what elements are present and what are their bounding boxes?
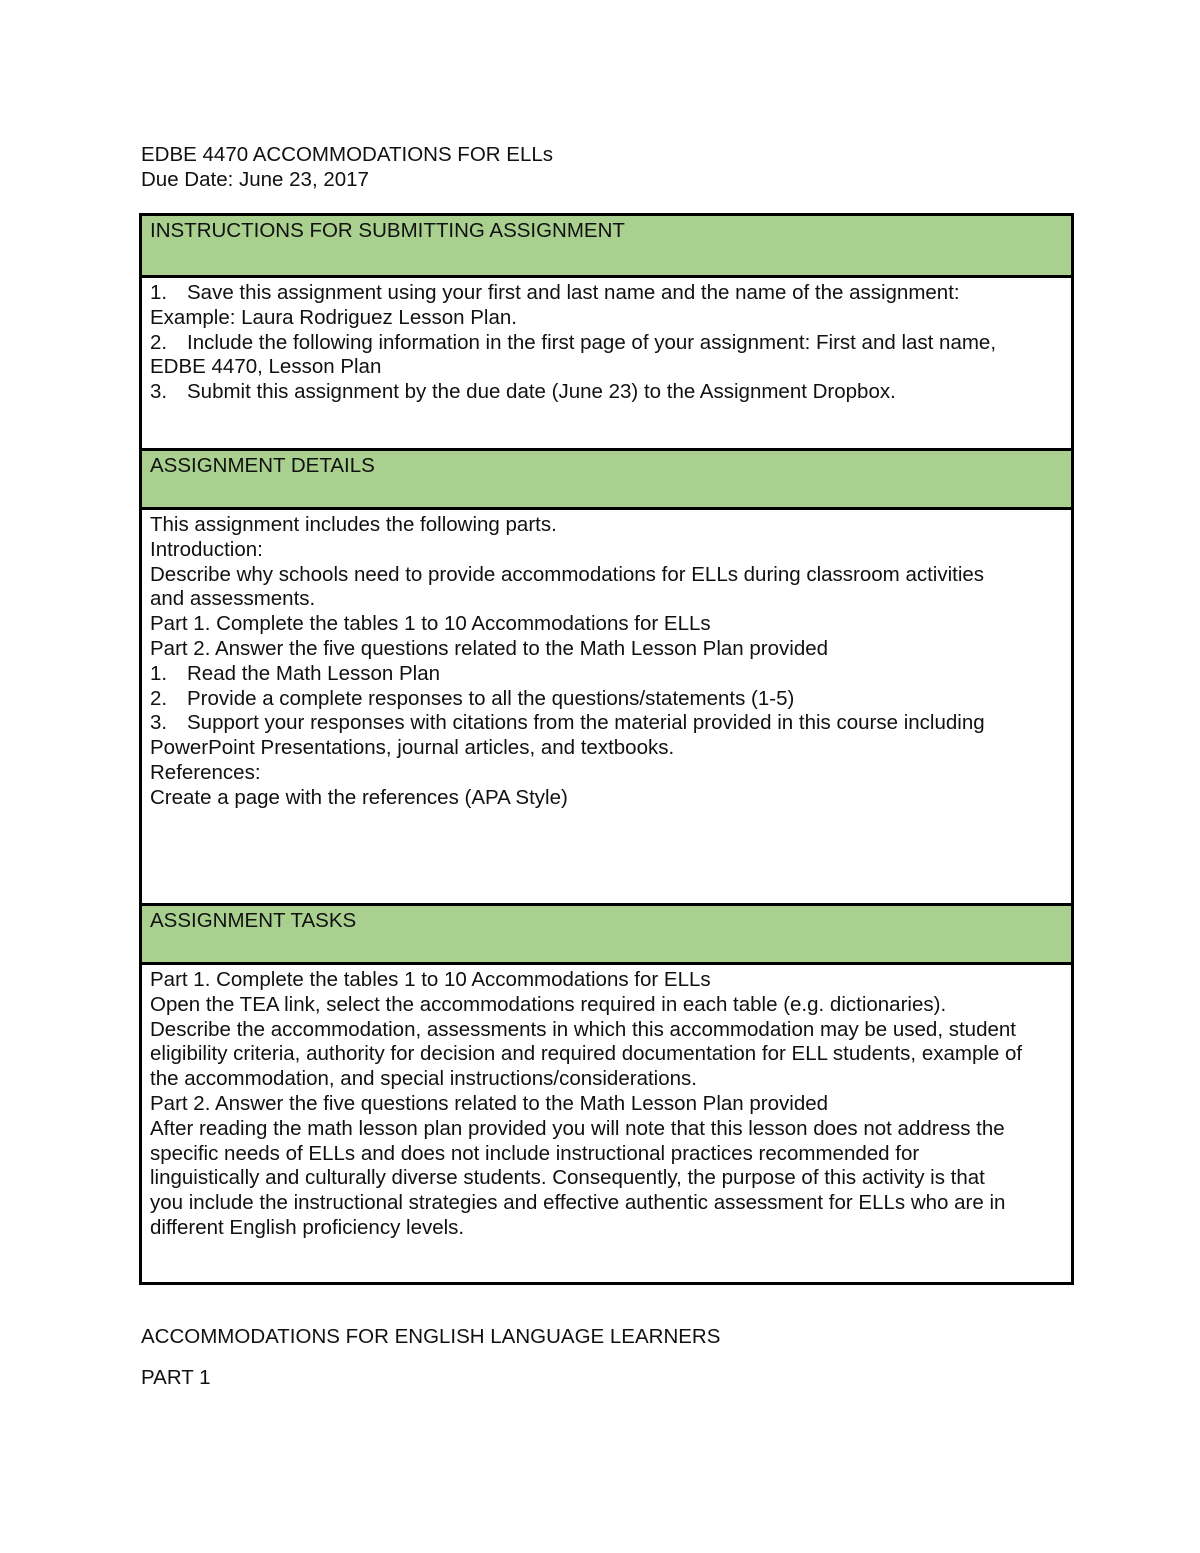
item-text: Support your responses with citations from the material provided in this course including [187, 711, 985, 735]
instructions-heading: INSTRUCTIONS FOR SUBMITTING ASSIGNMENT [150, 219, 625, 242]
text-line: Describe why schools need to provide accommodations for ELLs during classroom activities [150, 562, 985, 586]
text-line: After reading the math lesson plan provided you will note that this lesson does not address the [150, 1116, 1005, 1140]
text-line: you include the instructional strategies and effective authentic assessment for ELLs who are in [150, 1191, 1006, 1215]
text-line: Describe the accommodation, assessments in which this accommodation may be used, student [150, 1017, 1016, 1041]
assignment-table [139, 213, 1074, 1285]
item-number: 1. [150, 661, 168, 685]
text-line: Create a page with the references (APA Style) [150, 785, 568, 809]
item-number: 2. [150, 330, 168, 354]
item-number: 3. [150, 711, 168, 735]
list-item [150, 331, 1063, 356]
item-text: Read the Math Lesson Plan [187, 661, 440, 685]
tasks-heading: ASSIGNMENT TASKS [150, 909, 357, 932]
instructions-body [142, 278, 1071, 451]
text-line: Open the TEA link, select the accommodations required in each table (e.g. dictionaries). [150, 992, 947, 1016]
text-line: Introduction: [150, 537, 263, 561]
item-text: Save this assignment using your first and last name and the name of the assignment: [187, 281, 960, 304]
text-line: and assessments. [150, 587, 316, 611]
item-text: Submit this assignment by the due date (June 23) to the Assignment Dropbox. [187, 380, 896, 404]
item-number: 3. [150, 380, 168, 404]
details-body [142, 510, 1071, 906]
document-title: EDBE 4470 ACCOMMODATIONS FOR ELLs [141, 143, 554, 166]
item-text: Include the following information in the first page of your assignment: First and last name, [187, 330, 997, 354]
text-line: PowerPoint Presentations, journal articles, and textbooks. [150, 736, 675, 760]
text-line: linguistically and culturally diverse students. Consequently, the purpose of this activity is that [150, 1166, 985, 1190]
tasks-header [142, 906, 1071, 965]
instructions-header [142, 216, 1071, 278]
list-item: Example: Laura Rodriguez Lesson Plan. [150, 305, 517, 329]
text-line: the accommodation, and special instructions/considerations. [150, 1067, 697, 1091]
section-heading: ACCOMMODATIONS FOR ENGLISH LANGUAGE LEARNERS [141, 1325, 721, 1348]
text-line: eligibility criteria, authority for decision and required documentation for ELL students, example of [150, 1042, 1023, 1066]
text-line: References: [150, 760, 261, 784]
item-text: Provide a complete responses to all the questions/statements (1-5) [187, 686, 795, 710]
details-heading: ASSIGNMENT DETAILS [150, 454, 375, 477]
text-line: Part 1. Complete the tables 1 to 10 Accommodations for ELLs [150, 612, 711, 636]
list-item: EDBE 4470, Lesson Plan [150, 355, 382, 379]
list-item [150, 380, 1063, 405]
item-number: 1. [150, 281, 168, 304]
list-item [150, 687, 1063, 712]
details-header [142, 451, 1071, 510]
text-line: This assignment includes the following parts. [150, 513, 557, 536]
part-label: PART 1 [141, 1366, 211, 1389]
list-item [150, 281, 1063, 306]
text-line: different English proficiency levels. [150, 1215, 465, 1239]
item-number: 2. [150, 686, 168, 710]
text-line: Part 2. Answer the five questions related to the Math Lesson Plan provided [150, 636, 829, 660]
list-item [150, 662, 1063, 687]
text-line: Part 1. Complete the tables 1 to 10 Accommodations for ELLs [150, 968, 711, 991]
text-line: specific needs of ELLs and does not include instructional practices recommended for [150, 1141, 920, 1165]
due-date: Due Date: June 23, 2017 [141, 168, 369, 191]
tasks-body [142, 965, 1071, 1241]
list-item [150, 711, 1063, 736]
text-line: Part 2. Answer the five questions related to the Math Lesson Plan provided [150, 1091, 829, 1115]
